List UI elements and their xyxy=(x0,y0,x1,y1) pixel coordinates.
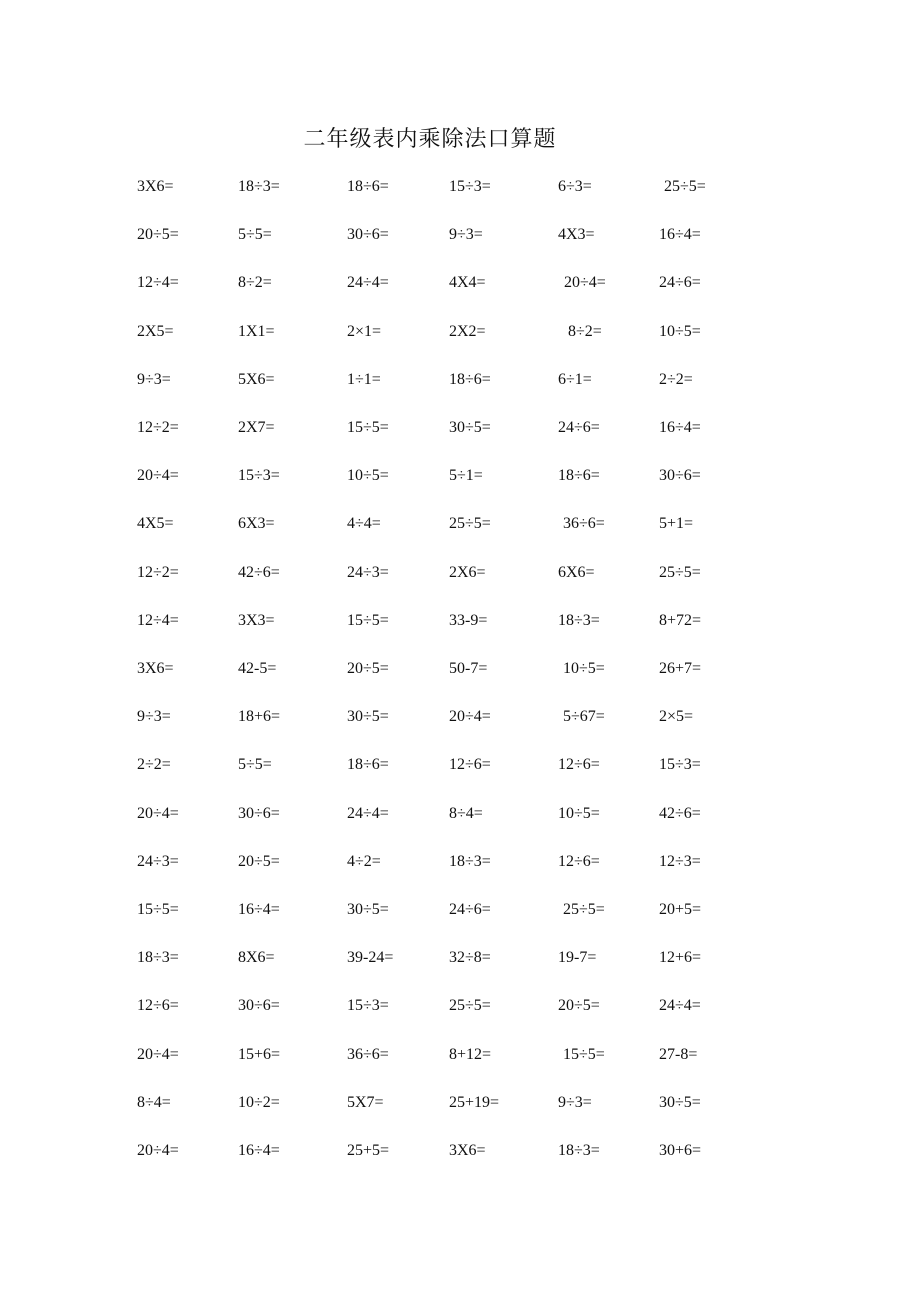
problem-r13-c6: 15÷3= xyxy=(659,756,701,773)
problem-r8-c6: 5+1= xyxy=(659,515,694,532)
problem-r12-c3: 30÷5= xyxy=(347,708,389,725)
problem-r10-c6: 8+72= xyxy=(659,612,702,629)
problem-r11-c5: 10÷5= xyxy=(563,660,605,677)
problem-r2-c3: 30÷6= xyxy=(347,226,389,243)
problem-r7-c6: 30÷6= xyxy=(659,467,701,484)
problem-r9-c1: 12÷2= xyxy=(137,564,179,581)
problem-r5-c1: 9÷3= xyxy=(137,371,171,388)
problem-r10-c4: 33-9= xyxy=(449,612,488,629)
problem-r13-c4: 12÷6= xyxy=(449,756,491,773)
problem-r20-c6: 30÷5= xyxy=(659,1094,701,1111)
problem-r5-c6: 2÷2= xyxy=(659,371,693,388)
problem-r21-c4: 3X6= xyxy=(449,1142,486,1159)
problem-r15-c4: 18÷3= xyxy=(449,853,491,870)
problem-r9-c4: 2X6= xyxy=(449,564,486,581)
problem-r8-c4: 25÷5= xyxy=(449,515,491,532)
problem-r1-c3: 18÷6= xyxy=(347,178,389,195)
problem-r2-c2: 5÷5= xyxy=(238,226,272,243)
problem-r14-c6: 42÷6= xyxy=(659,805,701,822)
problem-r8-c3: 4÷4= xyxy=(347,515,381,532)
problem-r19-c4: 8+12= xyxy=(449,1046,492,1063)
problem-r21-c3: 25+5= xyxy=(347,1142,390,1159)
problem-r5-c5: 6÷1= xyxy=(558,371,592,388)
problem-r1-c5: 6÷3= xyxy=(558,178,592,195)
problem-r16-c1: 15÷5= xyxy=(137,901,179,918)
problem-r12-c4: 20÷4= xyxy=(449,708,491,725)
problem-r16-c6: 20+5= xyxy=(659,901,702,918)
problem-r3-c6: 24÷6= xyxy=(659,274,701,291)
problem-r8-c1: 4X5= xyxy=(137,515,174,532)
problem-r20-c3: 5X7= xyxy=(347,1094,384,1111)
problem-r2-c4: 9÷3= xyxy=(449,226,483,243)
problem-r12-c6: 2×5= xyxy=(659,708,694,725)
problem-r11-c3: 20÷5= xyxy=(347,660,389,677)
problem-r15-c2: 20÷5= xyxy=(238,853,280,870)
problem-r11-c2: 42-5= xyxy=(238,660,277,677)
problem-r16-c2: 16÷4= xyxy=(238,901,280,918)
problem-r9-c2: 42÷6= xyxy=(238,564,280,581)
problem-r6-c1: 12÷2= xyxy=(137,419,179,436)
problem-r4-c3: 2×1= xyxy=(347,323,382,340)
problem-r11-c4: 50-7= xyxy=(449,660,488,677)
problem-r11-c6: 26+7= xyxy=(659,660,702,677)
problem-r9-c5: 6X6= xyxy=(558,564,595,581)
problem-r6-c2: 2X7= xyxy=(238,419,275,436)
problem-r10-c1: 12÷4= xyxy=(137,612,179,629)
problem-r19-c3: 36÷6= xyxy=(347,1046,389,1063)
problem-r19-c5: 15÷5= xyxy=(563,1046,605,1063)
problem-r5-c3: 1÷1= xyxy=(347,371,381,388)
problem-r20-c4: 25+19= xyxy=(449,1094,500,1111)
problem-r2-c5: 4X3= xyxy=(558,226,595,243)
problem-r14-c5: 10÷5= xyxy=(558,805,600,822)
problem-r17-c3: 39-24= xyxy=(347,949,394,966)
problem-r21-c5: 18÷3= xyxy=(558,1142,600,1159)
problem-r13-c1: 2÷2= xyxy=(137,756,171,773)
page-title: 二年级表内乘除法口算题 xyxy=(303,127,557,152)
problem-r6-c4: 30÷5= xyxy=(449,419,491,436)
problem-r3-c1: 12÷4= xyxy=(137,274,179,291)
problem-r18-c3: 15÷3= xyxy=(347,997,389,1014)
problem-r10-c2: 3X3= xyxy=(238,612,275,629)
problem-r7-c5: 18÷6= xyxy=(558,467,600,484)
problem-r18-c5: 20÷5= xyxy=(558,997,600,1014)
problem-r4-c5: 8÷2= xyxy=(568,323,602,340)
problem-r4-c2: 1X1= xyxy=(238,323,275,340)
problem-r12-c5: 5÷67= xyxy=(563,708,605,725)
problem-r7-c2: 15÷3= xyxy=(238,467,280,484)
problem-r15-c5: 12÷6= xyxy=(558,853,600,870)
problem-r21-c1: 20÷4= xyxy=(137,1142,179,1159)
problem-r7-c3: 10÷5= xyxy=(347,467,389,484)
problem-r1-c6: 25÷5= xyxy=(664,178,706,195)
problem-r4-c1: 2X5= xyxy=(137,323,174,340)
problem-r17-c1: 18÷3= xyxy=(137,949,179,966)
problem-r6-c3: 15÷5= xyxy=(347,419,389,436)
problem-r14-c4: 8÷4= xyxy=(449,805,483,822)
problem-r17-c6: 12+6= xyxy=(659,949,702,966)
problem-r15-c3: 4÷2= xyxy=(347,853,381,870)
problem-r16-c4: 24÷6= xyxy=(449,901,491,918)
problem-r1-c2: 18÷3= xyxy=(238,178,280,195)
problem-r6-c5: 24÷6= xyxy=(558,419,600,436)
problem-r18-c4: 25÷5= xyxy=(449,997,491,1014)
problem-r3-c3: 24÷4= xyxy=(347,274,389,291)
problem-r3-c5: 20÷4= xyxy=(564,274,606,291)
problem-r14-c1: 20÷4= xyxy=(137,805,179,822)
problem-r20-c2: 10÷2= xyxy=(238,1094,280,1111)
problem-r9-c3: 24÷3= xyxy=(347,564,389,581)
problem-r16-c5: 25÷5= xyxy=(563,901,605,918)
problem-r13-c3: 18÷6= xyxy=(347,756,389,773)
problem-r21-c6: 30+6= xyxy=(659,1142,702,1159)
problem-r11-c1: 3X6= xyxy=(137,660,174,677)
problem-r2-c6: 16÷4= xyxy=(659,226,701,243)
problem-r15-c1: 24÷3= xyxy=(137,853,179,870)
problem-r1-c4: 15÷3= xyxy=(449,178,491,195)
problem-r1-c1: 3X6= xyxy=(137,178,174,195)
problem-r5-c2: 5X6= xyxy=(238,371,275,388)
problem-r14-c3: 24÷4= xyxy=(347,805,389,822)
problem-r18-c1: 12÷6= xyxy=(137,997,179,1014)
problem-r7-c1: 20÷4= xyxy=(137,467,179,484)
problem-r19-c6: 27-8= xyxy=(659,1046,698,1063)
problem-r18-c6: 24÷4= xyxy=(659,997,701,1014)
problem-r4-c6: 10÷5= xyxy=(659,323,701,340)
problem-r17-c5: 19-7= xyxy=(558,949,597,966)
problem-r2-c1: 20÷5= xyxy=(137,226,179,243)
problem-r12-c1: 9÷3= xyxy=(137,708,171,725)
problem-r13-c5: 12÷6= xyxy=(558,756,600,773)
problem-r10-c3: 15÷5= xyxy=(347,612,389,629)
problem-r18-c2: 30÷6= xyxy=(238,997,280,1014)
problem-r9-c6: 25÷5= xyxy=(659,564,701,581)
problem-r10-c5: 18÷3= xyxy=(558,612,600,629)
problem-r17-c2: 8X6= xyxy=(238,949,275,966)
problem-r17-c4: 32÷8= xyxy=(449,949,491,966)
problem-r3-c2: 8÷2= xyxy=(238,274,272,291)
problem-r14-c2: 30÷6= xyxy=(238,805,280,822)
problem-r4-c4: 2X2= xyxy=(449,323,486,340)
problem-r15-c6: 12÷3= xyxy=(659,853,701,870)
problem-r20-c1: 8÷4= xyxy=(137,1094,171,1111)
problem-r5-c4: 18÷6= xyxy=(449,371,491,388)
problem-r13-c2: 5÷5= xyxy=(238,756,272,773)
problem-r16-c3: 30÷5= xyxy=(347,901,389,918)
problem-r19-c2: 15+6= xyxy=(238,1046,281,1063)
problem-r3-c4: 4X4= xyxy=(449,274,486,291)
problem-r12-c2: 18+6= xyxy=(238,708,281,725)
problem-r8-c5: 36÷6= xyxy=(563,515,605,532)
problem-r8-c2: 6X3= xyxy=(238,515,275,532)
problem-r21-c2: 16÷4= xyxy=(238,1142,280,1159)
problem-r6-c6: 16÷4= xyxy=(659,419,701,436)
problem-r20-c5: 9÷3= xyxy=(558,1094,592,1111)
problem-r7-c4: 5÷1= xyxy=(449,467,483,484)
problem-r19-c1: 20÷4= xyxy=(137,1046,179,1063)
